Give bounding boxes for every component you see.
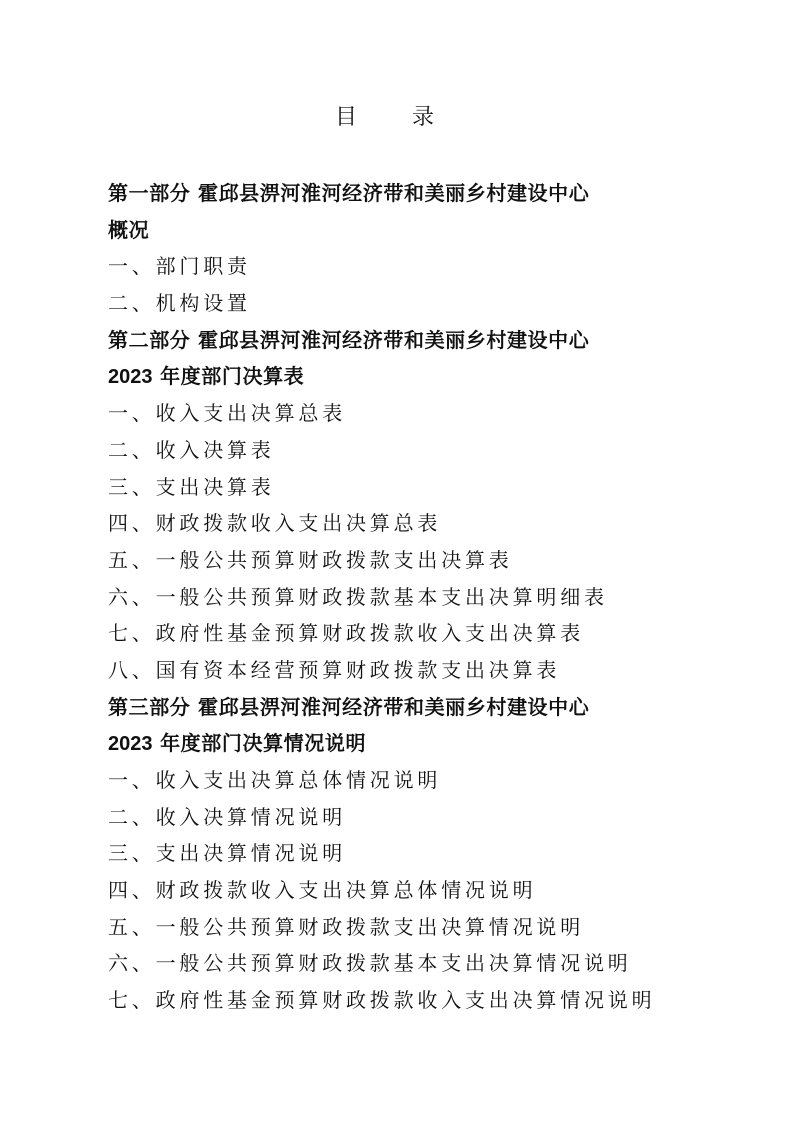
toc-item: 一、收入支出决算总表	[108, 401, 346, 426]
toc-item: 四、财政拨款收入支出决算总体情况说明	[108, 878, 537, 903]
part3-heading-rest: 年度部门决算情况说明	[152, 731, 367, 756]
toc-item: 四、财政拨款收入支出决算总表	[108, 511, 442, 536]
part2-year: 2023	[108, 366, 153, 389]
toc-item: 七、政府性基金预算财政拨款收入支出决算表	[108, 621, 584, 646]
toc-title: 目 录	[335, 105, 458, 130]
table-of-contents	[108, 175, 708, 1019]
part2-heading-cont	[108, 358, 708, 395]
toc-item: 三、支出决算情况说明	[108, 841, 346, 866]
toc-item: 七、政府性基金预算财政拨款收入支出决算情况说明	[108, 988, 656, 1013]
part2-heading-rest: 年度部门决算表	[152, 364, 305, 389]
toc-item: 五、一般公共预算财政拨款支出决算表	[108, 547, 513, 572]
toc-item: 一、部门职责	[108, 254, 251, 279]
toc-item: 三、支出决算表	[108, 474, 275, 499]
toc-item: 八、国有资本经营预算财政拨款支出决算表	[108, 657, 561, 682]
part1-heading-cont: 概况	[108, 217, 150, 242]
toc-item: 二、收入决算表	[108, 437, 275, 462]
part3-heading-cont	[108, 725, 708, 762]
part3-heading: 第三部分 霍邱县淠河淮河经济带和美丽乡村建设中心	[108, 694, 590, 719]
toc-item: 五、一般公共预算财政拨款支出决算情况说明	[108, 914, 584, 939]
part2-heading: 第二部分 霍邱县淠河淮河经济带和美丽乡村建设中心	[108, 327, 590, 352]
toc-item: 一、收入支出决算总体情况说明	[108, 768, 442, 792]
part3-year: 2023	[108, 733, 153, 756]
toc-item: 二、机构设置	[108, 291, 251, 316]
part1-heading: 第一部分 霍邱县淠河淮河经济带和美丽乡村建设中心	[108, 181, 590, 205]
toc-item: 六、一般公共预算财政拨款基本支出决算明细表	[108, 584, 608, 609]
toc-item: 二、收入决算情况说明	[108, 804, 346, 829]
toc-item: 六、一般公共预算财政拨款基本支出决算情况说明	[108, 951, 632, 976]
